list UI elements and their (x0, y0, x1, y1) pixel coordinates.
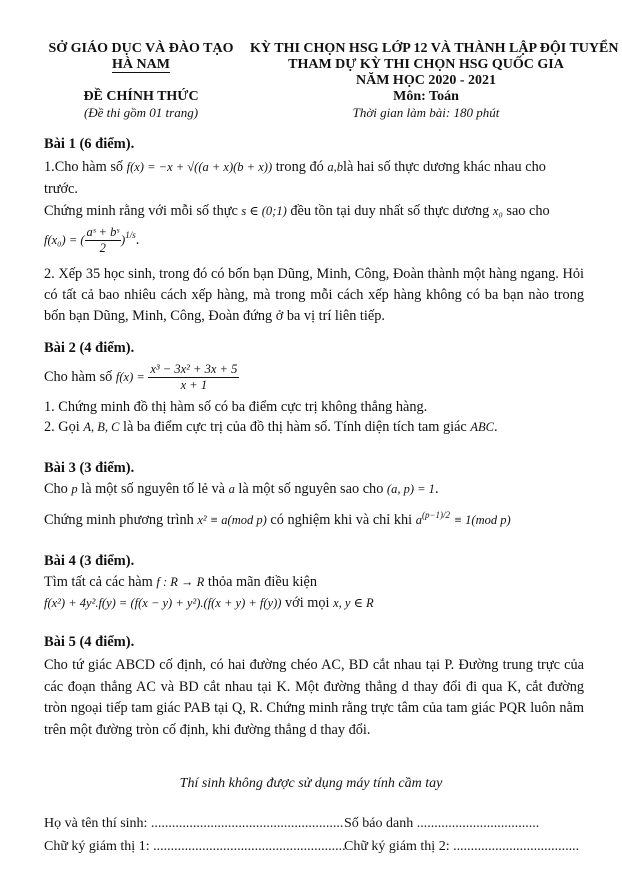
problem-1-title: Bài 1 (6 điểm). (44, 136, 135, 152)
invigilator-2-signature: Chữ ký giám thị 2: .................................... (344, 839, 580, 854)
problem-5-text: Cho tứ giác ABCD cố định, có hai đường chéo AC, BD cắt nhau tại P. Đường trung trực của các đoạn thẳng AC và BD cắt nhau tại K. Một đường thẳng d thay đổi đi qua K, cắt đường tròn ngoại tiếp tam giác PAB tại Q, R. Chứng minh rằng trực tâm của tam giác PQR luôn nằm trên một đường tròn cố định, khi đường thẳng d thay đổi. (44, 657, 584, 738)
exam-title-line1: KỲ THI CHỌN HSG LỚP 12 VÀ THÀNH LẬP ĐỘI TUYỂN (250, 41, 619, 56)
p1-text: trong đó (275, 159, 324, 175)
p3-text: . (434, 481, 439, 497)
p4-text: Tìm tất cả các hàm (44, 574, 153, 590)
problem-1-part1-line1 (44, 159, 546, 176)
p3-text: là một số nguyên sao cho (238, 481, 384, 497)
p2-denominator: x + 1 (180, 378, 208, 392)
subject: Môn: Toán (393, 89, 459, 104)
p2-numerator: x³ − 3x² + 3x + 5 (150, 362, 238, 376)
p1-eq-lhs: f(x₀) = ( (44, 232, 85, 247)
problem-1-part2: 2. Xếp 35 học sinh, trong đó có bốn bạn Dũng, Minh, Công, Đoàn thành một hàng ngang. Hỏi có tất cả bao nhiêu cách xếp hàng, mà trong mỗi cách xếp hàng không có ba bạn nào trong bốn bạn Dũng, Minh, Công, Đoàn đứng ở ba vị trí liên tiếp. (44, 266, 584, 324)
pages-note: (Đề thi gồm 01 trang) (83, 105, 199, 120)
p3-text: Chứng minh phương trình (44, 511, 194, 528)
p3-congruence: x² ≡ a(mod p) (197, 512, 267, 527)
p1-text: Chứng minh rằng với mỗi số thực (44, 203, 238, 219)
problem-1-equation (44, 225, 139, 256)
p1-x0: x₀ (492, 204, 503, 218)
p2-intro: Cho hàm số (44, 368, 113, 385)
problem-4-title: Bài 4 (3 điểm). (44, 553, 135, 569)
p2-item2-c: . (493, 419, 498, 435)
problem-2-item1: 1. Chứng minh đồ thị hàm số có ba điểm cực trị không thẳng hàng. (44, 399, 428, 415)
candidate-name-field: Họ và tên thí sinh: ....................................................... (44, 816, 344, 831)
p3-p: p (71, 482, 78, 496)
problem-3-line1 (44, 481, 439, 498)
p3-text: Cho (44, 481, 68, 497)
problem-3-title: Bài 3 (3 điểm). (44, 460, 135, 476)
duration: Thời gian làm bài: 180 phút (352, 105, 500, 120)
school-year: NĂM HỌC 2020 - 2021 (356, 73, 496, 88)
exam-title-line2: THAM DỰ KỲ THI CHỌN HSG QUỐC GIA (288, 57, 564, 72)
p1-eq-fraction (85, 225, 121, 256)
p3-mod: ≡ 1(mod p) (453, 512, 511, 527)
invigilator-1-signature: Chữ ký giám thị 1: ....................................................... (44, 839, 346, 854)
p2-item2-a: 2. Gọi (44, 419, 80, 435)
p1-eq-end: . (135, 231, 140, 248)
p2-item2-b: là ba điểm cực trị của đồ thị hàm số. Tính diện tích tam giác (123, 419, 467, 435)
p1-eq-denominator: 2 (99, 241, 106, 255)
p1-function-formula: f(x) = −x + √((a + x)(b + x)) (126, 160, 273, 174)
problem-4-line1 (44, 574, 317, 591)
problem-2-function (44, 362, 239, 393)
calculator-note: Thí sinh không được sử dụng máy tính cầm tay (179, 776, 443, 791)
province-name (34, 57, 248, 73)
p1-eq-numerator: aˢ + bˢ (86, 225, 120, 239)
department-name: SỞ GIÁO DỤC VÀ ĐÀO TẠO (48, 41, 234, 56)
p2-item2-vars: A, B, C (83, 420, 120, 434)
p2-fraction (148, 362, 239, 393)
official-exam-label: ĐỀ CHÍNH THỨC (83, 89, 199, 104)
p3-exponent: (p−1)/2 (421, 510, 451, 520)
p3-base: a (415, 512, 422, 527)
p2-f-lhs: f(x) = (115, 369, 145, 384)
problem-1-part1-line3 (44, 203, 550, 220)
p1-eq-exponent: 1/s (125, 230, 136, 241)
p4-text: thỏa mãn điều kiện (207, 574, 318, 590)
p2-item2-abc: ABC (470, 420, 494, 434)
p1-text: sao cho (506, 203, 550, 219)
p4-function: f : R → R (156, 575, 205, 589)
p4-functional-equation: f(x²) + 4y².f(y) = (f(x − y) + y²).(f(x + y) + f(y)) (44, 596, 282, 610)
p4-text: với mọi (285, 595, 330, 611)
problem-2-item2 (44, 419, 498, 436)
p1-text: đều tồn tại duy nhất số thực dương (290, 203, 490, 219)
p3-text: có nghiệm khi và chỉ khi (270, 511, 413, 528)
p4-domain: x, y ∈ R (333, 596, 374, 610)
problem-5-title: Bài 5 (4 điểm). (44, 634, 135, 650)
candidate-id-field: Số báo danh ................................... (344, 816, 540, 831)
p1-vars: a,b (327, 160, 343, 174)
problem-4-equation (44, 595, 374, 612)
problem-2-title: Bài 2 (4 điểm). (44, 340, 135, 356)
p1-text: là hai số thực dương khác nhau cho (342, 159, 546, 175)
p1-eq-rhs: ) (121, 232, 126, 247)
p3-text: là một số nguyên tố lẻ và (81, 481, 225, 497)
p1-text: 1.Cho hàm số (44, 159, 124, 175)
province-name-text: HÀ NAM (112, 57, 170, 72)
p1-s-range: s ∈ (0;1) (241, 204, 287, 218)
p3-a: a (228, 482, 235, 496)
problem-1-part1-line2: trước. (44, 181, 78, 197)
problem-3-line2 (44, 510, 511, 529)
p3-gcd: (a, p) = 1 (386, 482, 435, 496)
